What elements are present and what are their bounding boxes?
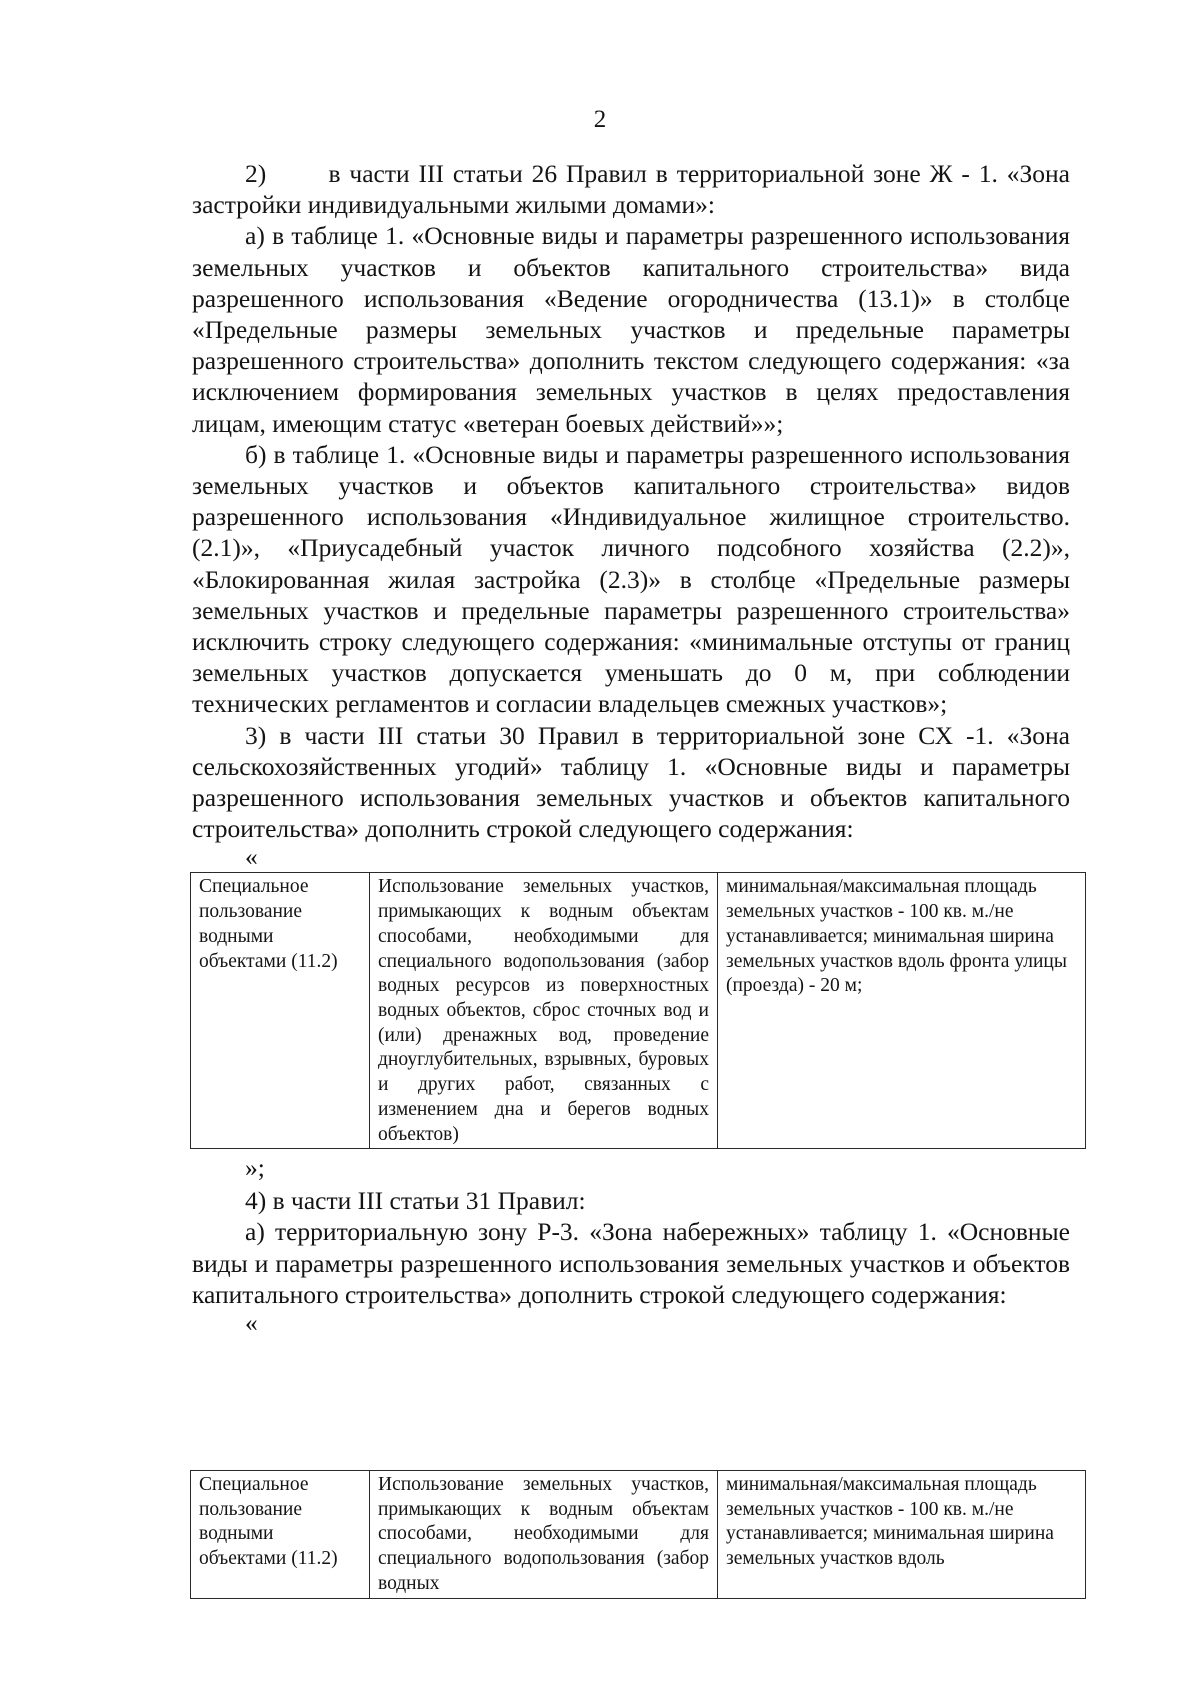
paragraph-item-3: 3) в части III статьи 30 Правил в территориальной зоне СХ -1. «Зона сельскохозяйственных угодий» таблицу 1. «Основные виды и параметры разрешенного использования земельных участков и объектов капитального строительства» дополнить строкой следующего содержания: — [192, 720, 1070, 844]
paragraph-item-2b: б) в таблице 1. «Основные виды и параметры разрешенного использования земельных участков и объектов капитального строительства» видов разрешенного использования «Индивидуальное жилищное строительство. (2.1)», «Приусадебный участок личного подсобного хозяйства (2.2)», «Блокированная жилая застройка (2.3)» в столбце «Предельные размеры земельных участков и предельные параметры разрешенного строительства» исключить строку следующего содержания: «минимальные отступы от границ земельных участков допускается уменьшать до 0 м, при соблюдении технических регламентов и согласии владельцев смежных участков»; — [192, 439, 1070, 719]
table-zone-r3-wrapper — [190, 1468, 1086, 1599]
table-cell-parameters: минимальная/максимальная площадь земельных участков - 100 кв. м./не устанавливается; минимальная ширина земельных участков вдоль фронта улицы (проезда) - 20 м; — [718, 873, 1086, 1149]
opening-quote-1: « — [245, 842, 258, 872]
table-zone-sx1 — [190, 872, 1086, 1149]
table-cell-parameters: минимальная/максимальная площадь земельных участков - 100 кв. м./не устанавливается; минимальная ширина земельных участков вдоль — [718, 1471, 1086, 1599]
table-row — [191, 1471, 1086, 1599]
page-number: 2 — [593, 106, 607, 133]
table-row — [191, 873, 1086, 1149]
paragraph-item-4: 4) в части III статьи 31 Правил: — [245, 1186, 586, 1216]
table-cell-description: Использование земельных участков, примыкающих к водным объектам способами, необходимыми для специального водопользования (забор водных — [370, 1471, 718, 1599]
paragraph-item-2a: а) в таблице 1. «Основные виды и параметры разрешенного использования земельных участков и объектов капитального строительства» вида разрешенного использования «Ведение огородничества (13.1)» в столбце «Предельные размеры земельных участков и предельные параметры разрешенного строительства» дополнить текстом следующего содержания: «за исключением формирования земельных участков в целях предоставления лицам, имеющим статус «ветеран боевых действий»»; — [192, 221, 1070, 438]
table-cell-description: Использование земельных участков, примыкающих к водным объектам способами, необходимыми для специального водопользования (забор водных ресурсов из поверхностных водных объектов, сброс сточных вод и (или) дренажных вод, проведение дноуглубительных, взрывных, буровых и других работ, связанных с изменением дна и берегов водных объектов) — [370, 873, 718, 1149]
opening-quote-2: « — [245, 1308, 258, 1338]
table-zone-r3 — [190, 1470, 1086, 1599]
paragraph-item-4a: а) территориальную зону Р-3. «Зона набережных» таблицу 1. «Основные виды и параметры разрешенного использования земельных участков и объектов капитального строительства» дополнить строкой следующего содержания: — [192, 1217, 1070, 1309]
table-cell-use-type: Специальное пользование водными объектами (11.2) — [191, 1471, 370, 1599]
table-cell-use-type: Специальное пользование водными объектами (11.2) — [191, 873, 370, 1149]
paragraph-item-2: 2) в части III статьи 26 Правил в территориальной зоне Ж - 1. «Зона застройки индивидуальными жилыми домами»: — [192, 159, 1070, 220]
closing-quote-1: »; — [245, 1153, 265, 1183]
document-body — [192, 158, 1070, 1336]
